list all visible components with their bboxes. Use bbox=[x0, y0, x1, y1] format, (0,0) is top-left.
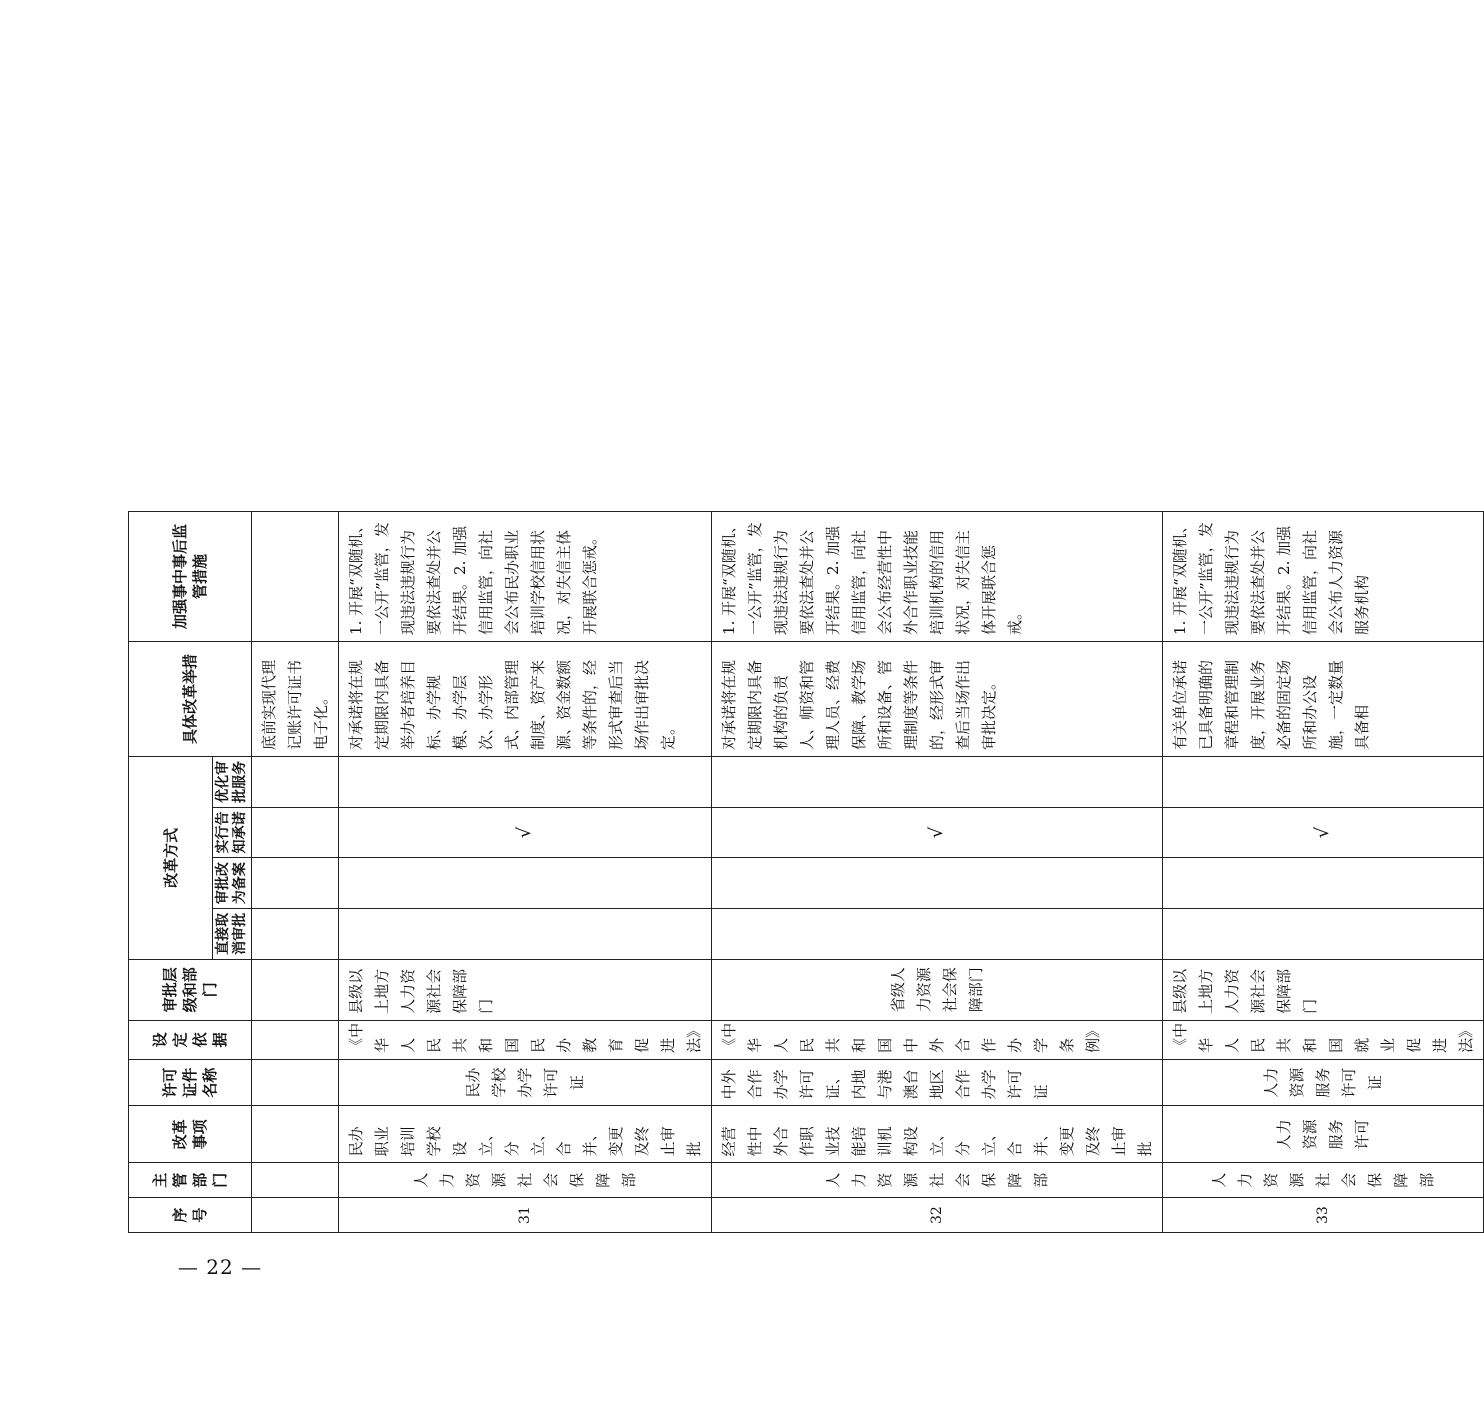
continued-measures: 底前实现代理记账许可证书电子化。 bbox=[252, 641, 339, 756]
header-method-optimize: 优化审批服务 bbox=[213, 757, 252, 808]
row-level: 县级以上地方人力资源社会保障部门 bbox=[1163, 959, 1484, 1020]
row-measures: 有关单位承诺已具备明确的章程和管理制度，开展业务必备的固定场所和办公设施，一定数量具备相 bbox=[1163, 641, 1484, 756]
row-supervision: 1. 开展“双随机、一公开”监管，发现违法违规行为要依法查处并公开结果。2. 加强信用监管，向社会公布人力资源服务机构 bbox=[1163, 512, 1484, 642]
row-license: 人力资源服务许可证 bbox=[1163, 1059, 1484, 1105]
header-method-cancel: 直接取消审批 bbox=[213, 908, 252, 959]
header-row bbox=[129, 170, 213, 1233]
row-license: 民办学校办学许可证 bbox=[339, 1059, 712, 1105]
row-m2 bbox=[712, 858, 1163, 909]
header-seq: 序号 bbox=[129, 1198, 252, 1233]
row-m2 bbox=[1163, 858, 1484, 909]
row-basis: 《中华人民共和国中外合作办学条例》 bbox=[712, 1020, 1163, 1059]
row-seq: 31 bbox=[339, 1198, 712, 1233]
row-m1 bbox=[339, 908, 712, 959]
row-dept: 人力资源社会保障部 bbox=[339, 1163, 712, 1198]
row-basis: 《中华人民共和国就业促进法》 bbox=[1163, 1020, 1484, 1059]
row-supervision: 1. 开展“双随机、一公开”监管，发现违法违规行为要依法查处并公开结果。2. 加强信用监管，向社会公布经营性中外合作职业技能培训机构的信用状况，对失信主体开展联合惩戒。 bbox=[712, 512, 1163, 642]
row-m2 bbox=[339, 858, 712, 909]
table-row bbox=[339, 170, 712, 1233]
row-m3: √ bbox=[339, 807, 712, 858]
header-dept: 主管部门 bbox=[129, 1163, 252, 1198]
rotated-table-wrapper bbox=[128, 169, 1475, 1233]
continued-row bbox=[252, 170, 339, 1233]
page-number: — 22 — bbox=[177, 1255, 263, 1279]
row-item: 经营性中外合作职业技能培训机构设立、分立、合并、变更及终止审批 bbox=[712, 1106, 1163, 1163]
row-supervision: 1. 开展“双随机、一公开”监管，发现违法违规行为要依法查处并公开结果。2. 加强信用监管，向社会公布民办职业培训学校信用状况，对失信主体开展联合惩戒。 bbox=[339, 512, 712, 642]
row-license: 中外合作办学许可证、内地与港澳台地区合作办学许可证 bbox=[712, 1059, 1163, 1105]
header-method: 改革方式 bbox=[129, 757, 213, 960]
row-level: 县级以上地方人力资源社会保障部门 bbox=[339, 959, 712, 1020]
row-dept: 人力资源社会保障部 bbox=[1163, 1163, 1484, 1198]
row-measures: 对承诺将在规定期限内具备举办者培养目标、办学规模、办学层次、办学形式、内部管理制度、资产来源、资金数额等条件的，经形式审查后当场作出审批决定。 bbox=[339, 641, 712, 756]
row-seq: 32 bbox=[712, 1198, 1163, 1233]
reform-table bbox=[128, 169, 1484, 1233]
row-m1 bbox=[712, 908, 1163, 959]
row-item: 民办职业培训学校设立、分立、合并、变更及终止审批 bbox=[339, 1106, 712, 1163]
row-m3: √ bbox=[1163, 807, 1484, 858]
row-m4 bbox=[1163, 757, 1484, 808]
row-m3: √ bbox=[712, 807, 1163, 858]
header-license: 许可证件名称 bbox=[129, 1059, 252, 1105]
row-dept: 人力资源社会保障部 bbox=[712, 1163, 1163, 1198]
table-row bbox=[712, 170, 1163, 1233]
row-basis: 《中华人民共和国民办教育促进法》 bbox=[339, 1020, 712, 1059]
row-item: 人力资源服务许可 bbox=[1163, 1106, 1484, 1163]
row-m1 bbox=[1163, 908, 1484, 959]
header-level: 审批层级和部门 bbox=[129, 959, 252, 1020]
table-row bbox=[1163, 170, 1484, 1233]
row-level: 省级人力资源社会保障部门 bbox=[712, 959, 1163, 1020]
header-method-commitment: 实行告知承诺 bbox=[213, 807, 252, 858]
row-measures: 对承诺将在规定期限内具备机构的负责人、师资和管理人员、经费保障、教学场所和设备、管理制度等条件的，经形式审查后当场作出审批决定。 bbox=[712, 641, 1163, 756]
header-basis: 设定依据 bbox=[129, 1020, 252, 1059]
header-measures: 具体改革举措 bbox=[129, 641, 252, 756]
header-item: 改革事项 bbox=[129, 1106, 252, 1163]
header-method-filing: 审批改为备案 bbox=[213, 858, 252, 909]
header-supervision: 加强事中事后监管措施 bbox=[129, 512, 252, 642]
row-seq: 33 bbox=[1163, 1198, 1484, 1233]
row-m4 bbox=[712, 757, 1163, 808]
row-m4 bbox=[339, 757, 712, 808]
